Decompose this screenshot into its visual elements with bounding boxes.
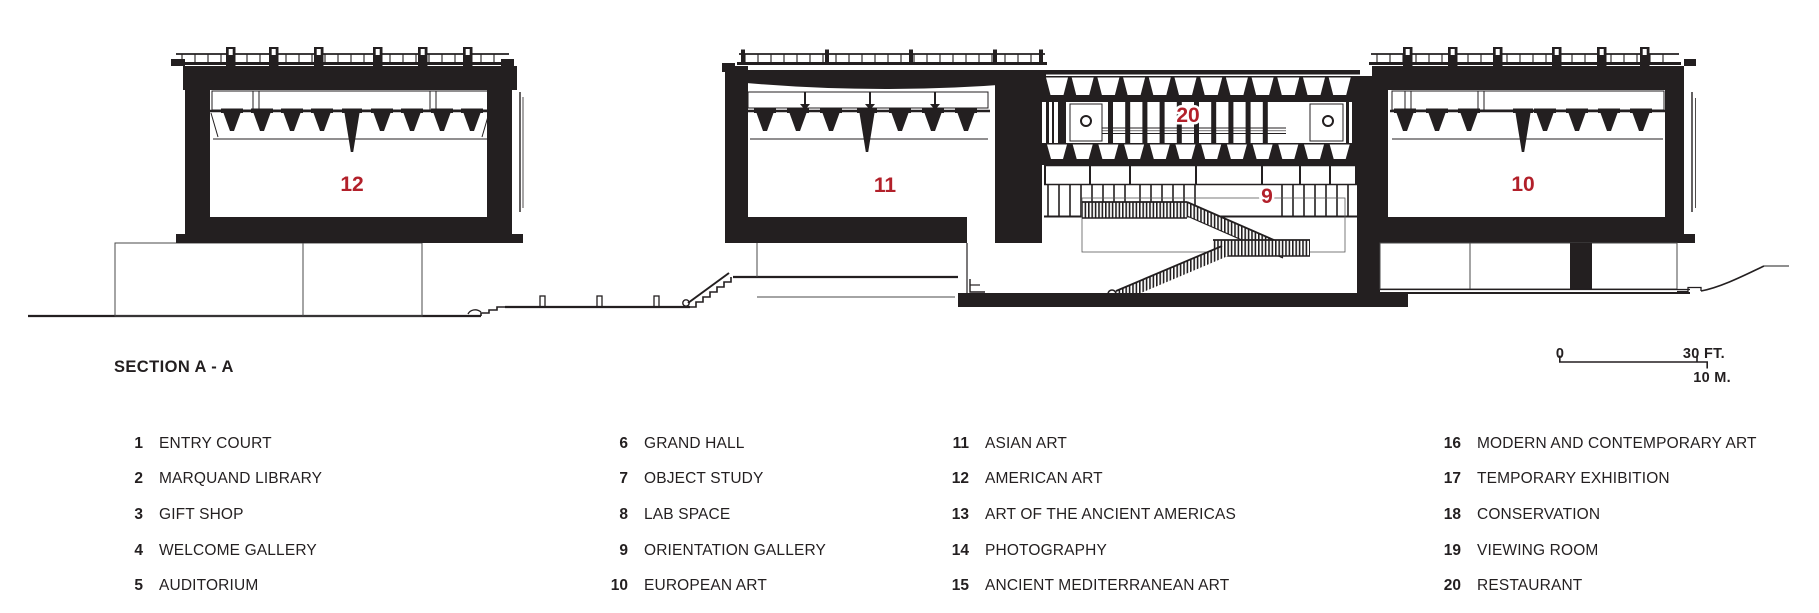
scale-feet-label: 30 FT. [1682, 346, 1725, 362]
legend-column-4 [1433, 426, 1757, 604]
legend-item-number: 6 [619, 434, 628, 452]
legend-column-1 [115, 426, 322, 604]
legend-item [600, 497, 826, 533]
legend-item-label: ORIENTATION GALLERY [644, 541, 827, 559]
legend-item-label: MARQUAND LIBRARY [159, 470, 323, 488]
legend-item-label: PHOTOGRAPHY [985, 541, 1107, 559]
legend-item [941, 568, 1236, 604]
legend-item [600, 568, 826, 604]
section-title: SECTION A - A [114, 358, 234, 376]
legend-item-number: 17 [1443, 470, 1461, 488]
legend-item-label: OBJECT STUDY [644, 470, 764, 488]
legend-item-number: 8 [619, 505, 628, 523]
room-marker-9: 9 [1261, 185, 1273, 208]
ground-profile [28, 243, 1789, 316]
legend-item-label: LAB SPACE [644, 505, 731, 523]
legend-item-label: ENTRY COURT [159, 434, 272, 452]
legend-item-label: RESTAURANT [1477, 577, 1583, 595]
legend-item-number: 11 [952, 434, 969, 452]
legend-item-number: 13 [951, 505, 969, 523]
legend-item [1433, 533, 1757, 569]
legend-item-label: AUDITORIUM [159, 577, 259, 595]
legend-item-label: ASIAN ART [985, 434, 1068, 452]
legend-item-number: 1 [134, 434, 143, 452]
legend-item-number: 18 [1443, 505, 1461, 523]
legend-item [1433, 426, 1757, 462]
legend-item [115, 462, 322, 498]
room-marker-20: 20 [1176, 104, 1200, 127]
legend-item [941, 462, 1236, 498]
legend-item [941, 426, 1236, 462]
legend-item-label: VIEWING ROOM [1477, 541, 1599, 559]
legend-item-number: 15 [951, 577, 969, 595]
legend-item-label: TEMPORARY EXHIBITION [1477, 470, 1670, 488]
legend-item-number: 9 [619, 541, 628, 559]
legend-item-label: ANCIENT MEDITERRANEAN ART [985, 577, 1230, 595]
scale-zero-label: 0 [1555, 346, 1565, 362]
legend-item-label: WELCOME GALLERY [159, 541, 317, 559]
legend-item-number: 16 [1443, 434, 1461, 452]
room-marker-12: 12 [340, 173, 364, 196]
legend-item [600, 533, 826, 569]
legend-item [600, 462, 826, 498]
legend-item [115, 568, 322, 604]
legend-item-label: EUROPEAN ART [644, 577, 767, 595]
scale-meters-label: 10 M. [1693, 370, 1731, 386]
legend-item-number: 2 [134, 470, 143, 488]
legend-item [600, 426, 826, 462]
legend-item-label: CONSERVATION [1477, 505, 1601, 523]
legend-item-number: 19 [1443, 541, 1461, 559]
legend-item-number: 4 [134, 541, 143, 559]
legend-item [115, 497, 322, 533]
legend-item [1433, 568, 1757, 604]
legend-item-number: 12 [951, 470, 969, 488]
scale-bar [1556, 346, 1731, 386]
legend-item-label: ART OF THE ANCIENT AMERICAS [985, 505, 1236, 523]
legend-item [941, 497, 1236, 533]
legend-item-label: GIFT SHOP [159, 505, 244, 523]
legend-item-number: 10 [610, 577, 628, 595]
room-marker-10: 10 [1511, 173, 1535, 196]
legend-column-3 [941, 426, 1236, 604]
legend-item-number: 20 [1443, 577, 1461, 595]
legend-item-label: MODERN AND CONTEMPORARY ART [1477, 434, 1757, 452]
room-marker-11: 11 [873, 174, 897, 197]
legend-item-number: 7 [619, 470, 628, 488]
pavilion-12-american-art [171, 47, 523, 243]
legend-column-2 [600, 426, 826, 604]
legend-item-label: GRAND HALL [644, 434, 745, 452]
pavilion-10-european-art [1363, 47, 1696, 293]
legend-item [115, 426, 322, 462]
legend-item-number: 5 [134, 577, 143, 595]
legend-item [1433, 462, 1757, 498]
legend-item-number: 14 [951, 541, 969, 559]
legend-item-label: AMERICAN ART [985, 470, 1103, 488]
legend-item-number: 3 [134, 505, 143, 523]
legend-item [115, 533, 322, 569]
legend-item [941, 533, 1236, 569]
legend-item [1433, 497, 1757, 533]
